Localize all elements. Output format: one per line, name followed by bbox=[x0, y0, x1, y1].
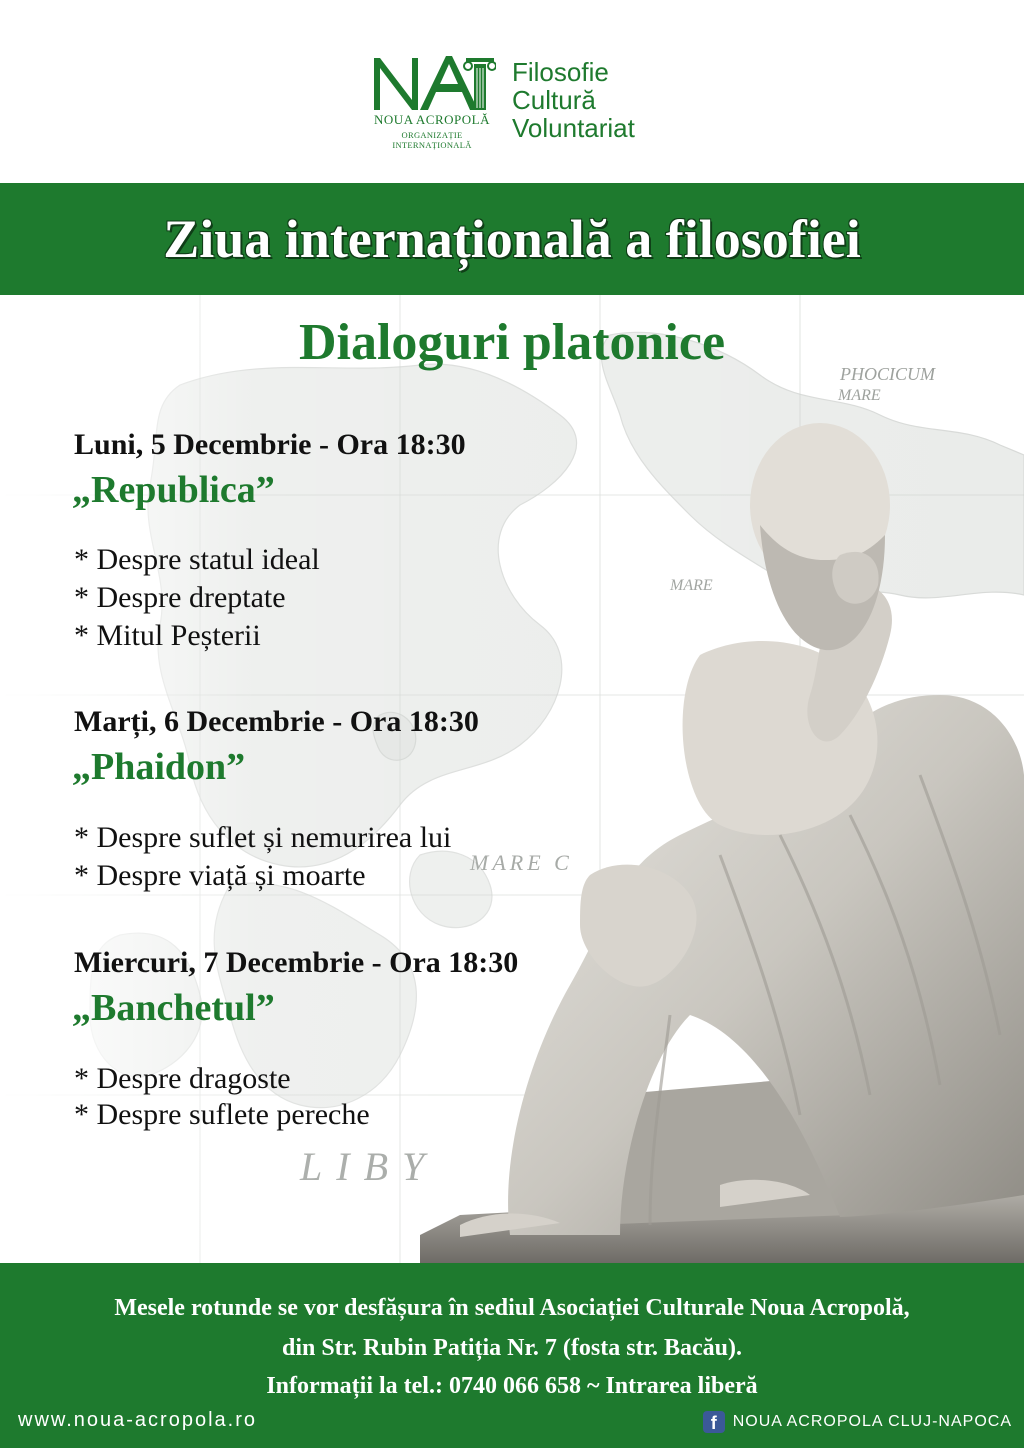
logo-name: NOUA ACROPOLĂ bbox=[374, 112, 490, 127]
event-topic: * Mitul Peșterii bbox=[74, 619, 261, 652]
event-topic: * Despre viață și moarte bbox=[74, 859, 366, 892]
event-title: „Republica” bbox=[72, 469, 275, 511]
footer bbox=[0, 1263, 1024, 1448]
noua-acropola-logo-icon bbox=[368, 52, 496, 114]
tagline-culture: Cultură bbox=[512, 85, 596, 115]
tagline-philosophy: Filosofie bbox=[512, 57, 609, 87]
header bbox=[0, 0, 1024, 183]
logo-subtitle: ORGANIZAȚIE INTERNAȚIONALĂ bbox=[392, 130, 472, 150]
event-topic: * Despre dragoste bbox=[74, 1062, 291, 1095]
event-topic: * Despre dreptate bbox=[74, 581, 286, 614]
title-bar bbox=[0, 183, 1024, 295]
socrates-statue-image bbox=[420, 395, 1024, 1263]
event-topic: * Despre suflet și nemurirea lui bbox=[74, 821, 452, 854]
event-title: „Banchetul” bbox=[72, 987, 275, 1029]
website-link[interactable]: www.noua-acropola.ro bbox=[18, 1409, 257, 1431]
event-date: Miercuri, 7 Decembrie - Ora 18:30 bbox=[74, 946, 519, 979]
event-date: Marți, 6 Decembrie - Ora 18:30 bbox=[74, 705, 479, 738]
event-topic: * Despre statul ideal bbox=[74, 543, 320, 576]
facebook-icon: f bbox=[703, 1411, 725, 1433]
tagline bbox=[512, 58, 635, 142]
event-date: Luni, 5 Decembrie - Ora 18:30 bbox=[74, 428, 466, 461]
footer-contact: Informații la tel.: 0740 066 658 ~ Intrarea liberă bbox=[266, 1373, 758, 1399]
event-subtitle: Dialoguri platonice bbox=[298, 314, 726, 371]
page-title: Ziua internațională a filosofiei bbox=[163, 209, 861, 269]
footer-venue: Mesele rotunde se vor desfășura în sediul Asociației Culturale Noua Acropolă, bbox=[114, 1295, 910, 1321]
footer-address: din Str. Rubin Patiția Nr. 7 (fosta str. Bacău). bbox=[281, 1335, 743, 1361]
facebook-link[interactable] bbox=[703, 1411, 1012, 1433]
tagline-volunteering: Voluntariat bbox=[512, 113, 635, 143]
main-content bbox=[0, 295, 1024, 1263]
event-topic: * Despre suflete pereche bbox=[74, 1098, 370, 1131]
noua-acropola-logo bbox=[362, 52, 502, 148]
facebook-page-name: NOUA ACROPOLA CLUJ-NAPOCA bbox=[732, 1413, 1012, 1430]
event-title: „Phaidon” bbox=[72, 746, 246, 788]
